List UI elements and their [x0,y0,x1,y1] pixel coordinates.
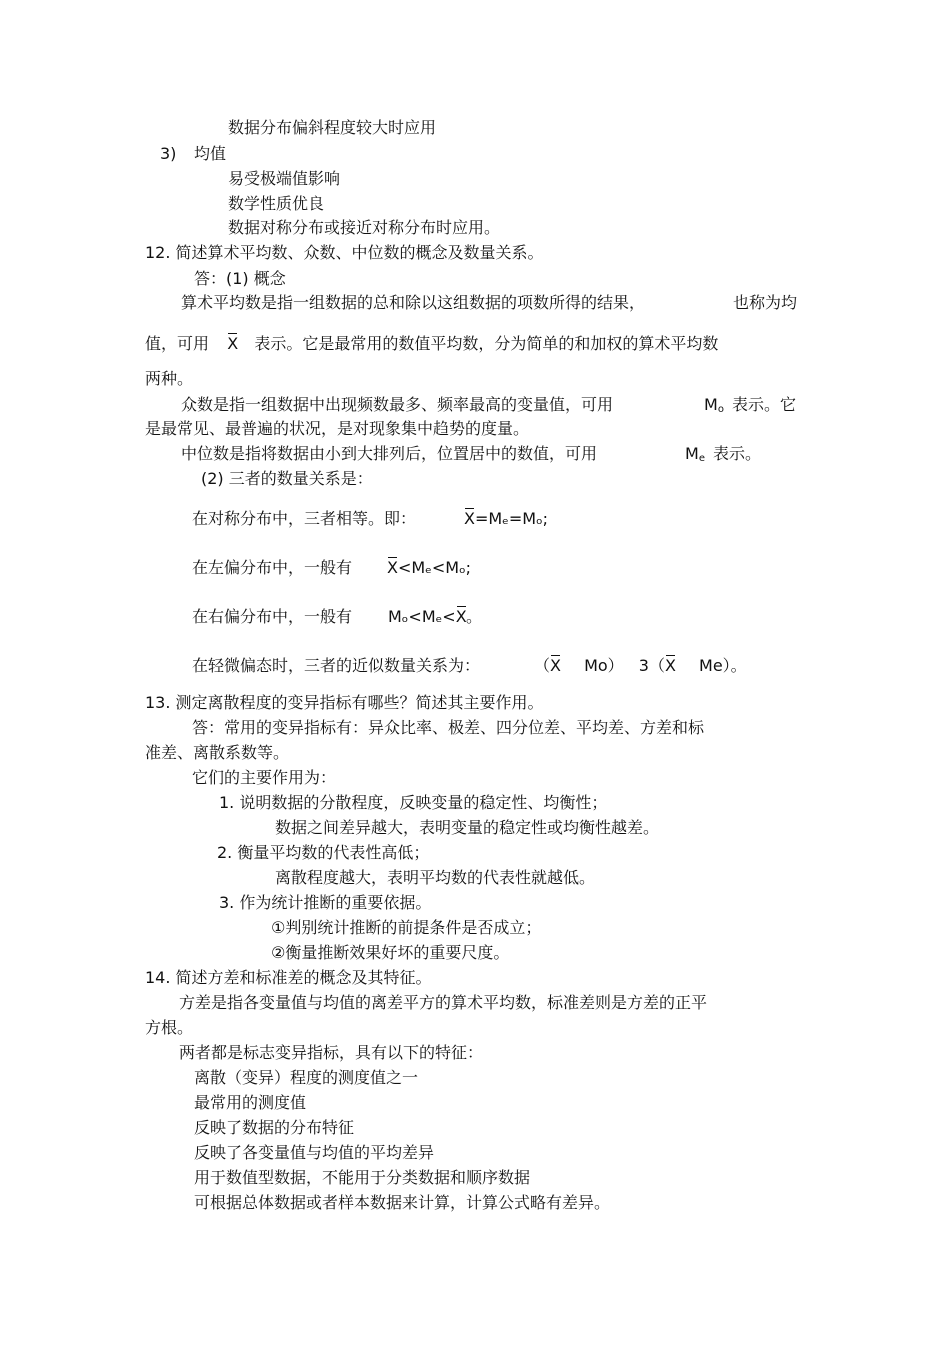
mode-symbol: $M_o$ [704,395,724,415]
x-bar-symbol: X [664,656,676,675]
x-bar-symbol: X [227,334,239,353]
text-span: 值，可用 [145,334,210,353]
x-bar-symbol: X [464,509,475,528]
text-line: 是最常见、最普遍的状况，是对现象集中趋势的度量。 [145,419,530,438]
formula: Mₒ<Mₑ<X [388,607,467,626]
text-line: 众数是指一组数据中出现频数最多、频率最高的变量值，可用 [181,395,614,414]
text-line: 也称为均 [733,293,798,312]
list-item: 可根据总体数据或者样本数据来计算，计算公式略有差异。 [194,1193,611,1212]
text-line: 在对称分布中，三者相等。即： [192,509,417,528]
text-line: 数据之间差异越大，表明变量的稳定性或均衡性越差。 [275,818,660,837]
text-line: 离散程度越大，表明平均数的代表性就越低。 [275,868,596,887]
answer-heading: 答：(1) 概念 [194,269,286,288]
text-line: 。 [466,607,483,626]
formula: X<Mₑ<Mₒ; [387,558,472,577]
text-line: 表示。它 [732,395,797,414]
question-14: 14. 简述方差和标准差的概念及其特征。 [145,968,432,987]
list-item: 反映了各变量值与均值的平均差异 [194,1143,435,1162]
text-line: 在右偏分布中，一般有 [192,607,353,626]
x-bar-symbol: X [455,607,467,626]
question-12: 12. 简述算术平均数、众数、中位数的概念及数量关系。 [145,243,544,262]
text-line: 算术平均数是指一组数据的总和除以这组数据的项数所得的结果， [181,293,646,312]
text-line: 在轻微偏态时，三者的近似数量关系为： [192,656,481,675]
text-span: 表示。它是最常用的数值平均数，分为简单的和加权的算术平均数 [254,334,719,353]
text-line: 数学性质优良 [228,194,325,213]
question-13: 13. 测定离散程度的变异指标有哪些？简述其主要作用。 [145,693,544,712]
list-item: 最常用的测度值 [194,1093,307,1112]
x-bar-symbol: X [550,656,561,675]
text-line: ②衡量推断效果好坏的重要尺度。 [271,943,510,962]
list-item: 3. 作为统计推断的重要依据。 [219,893,432,912]
text-line: 两者都是标志变异指标，具有以下的特征： [179,1043,484,1062]
list-item: 用于数值型数据，不能用于分类数据和顺序数据 [194,1168,531,1187]
text-line: 方根。 [145,1018,194,1037]
text-line [145,334,718,354]
text-line: ①判别统计推断的前提条件是否成立； [271,918,542,937]
list-item: 离散（变异）程度的测度值之一 [194,1068,419,1087]
text-line: 方差是指各变量值与均值的离差平方的算术平均数，标准差则是方差的正平 [179,993,708,1012]
text-line: 两种。 [145,369,194,388]
median-symbol: $M_e$ [685,444,705,464]
text-line: 易受极端值影响 [228,169,341,188]
text-line: 数据分布偏斜程度较大时应用 [228,118,437,137]
text-line: 表示。 [713,444,762,463]
text-line: 它们的主要作用为： [192,768,337,787]
subheading: (2) 三者的数量关系是： [201,469,373,488]
formula: （X Mo） 3（X Me）。 [534,656,747,675]
text-line: 在左偏分布中，一般有 [192,558,353,577]
list-item: 2. 衡量平均数的代表性高低； [217,843,430,862]
text-line: 答：常用的变异指标有：异众比率、极差、四分位差、平均差、方差和标 [192,718,705,737]
list-item: 1. 说明数据的分散程度，反映变量的稳定性、均衡性； [219,793,608,812]
text-line: 准差、离散系数等。 [145,743,290,762]
formula: X=Mₑ=Mₒ; [464,509,549,528]
list-item: 反映了数据的分布特征 [194,1118,355,1137]
section-heading: 均值 [194,144,227,163]
list-number: 3) [160,144,177,163]
text-line: 中位数是指将数据由小到大排列后，位置居中的数值，可用 [181,444,598,463]
text-line: 数据对称分布或接近对称分布时应用。 [228,218,501,237]
x-bar-symbol: X [387,558,398,577]
